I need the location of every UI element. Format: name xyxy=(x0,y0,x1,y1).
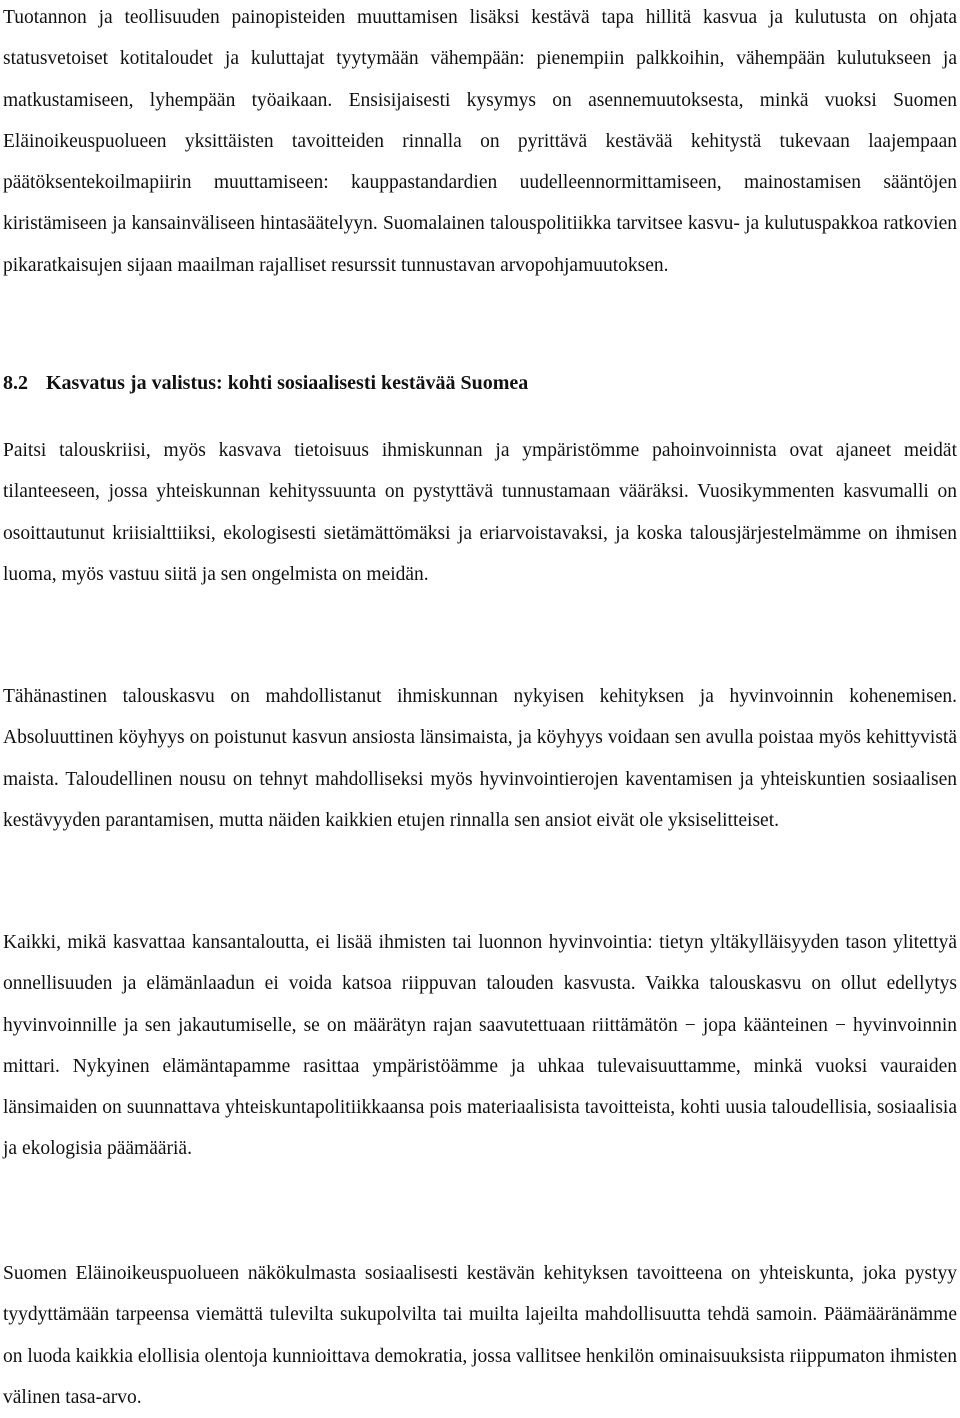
paragraph-2: Paitsi talouskriisi, myös kasvava tietoisuus ihmiskunnan ja ympäristömme pahoinvoinnista ovat ajaneet meidät tilanteeseen, jossa yhteiskunnan kehityssuunta on pystyttävä tunnustamaan vääräksi. Vuosikymmenten kasvumalli on osoittautunut kriisialttiiksi, ekologisesti sietämättömäksi ja eriarvoistavaksi, ja koska talousjärjestelmämme on ihmisen luoma, myös vastuu siitä ja sen ongelmista on meidän. xyxy=(3,440,957,585)
paragraph-1: Tuotannon ja teollisuuden painopisteiden muuttamisen lisäksi kestävä tapa hillitä kasvua ja kulutusta on ohjata statusvetoiset kotitaloudet ja kuluttajat tyytymään vähempään: pienempiin palkkoihin, vähempään kulutukseen ja matkustamiseen, lyhempään työaikaan. Ensisijaisesti kysymys on asennemuutoksesta, minkä vuoksi Suomen Eläinoikeuspuolueen yksittäisten tavoitteiden rinnalla on pyrittävä kestävää kehitystä tukevaan laajempaan päätöksentekoilmapiirin muuttamiseen: kauppastandardien uudelleennormittamiseen, mainostamisen sääntöjen kiristämiseen ja kansainväliseen hintasäätelyyn. Suomalainen talouspolitiikka tarvitsee kasvu- ja kulutuspakkoa ratkovien pikaratkaisujen sijaan maailman rajalliset resurssit tunnustavan arvopohjamuutoksen. xyxy=(3,7,957,276)
section-title: Kasvatus ja valistus: kohti sosiaalisesti kestävää Suomea xyxy=(46,372,529,394)
paragraph-3: Tähänastinen talouskasvu on mahdollistanut ihmiskunnan nykyisen kehityksen ja hyvinvoinnin kohenemisen. Absoluuttinen köyhyys on poistunut kasvun ansiosta länsimaista, ja köyhyys voidaan sen avulla poistaa myös kehittyvistä maista. Taloudellinen nousu on tehnyt mahdolliseksi myös hyvinvointierojen kaventamisen ja yhteiskuntien sosiaalisen kestävyyden parantamisen, mutta näiden kaikkien etujen rinnalla sen ansiot eivät ole yksiselitteiset. xyxy=(3,686,957,831)
section-number: 8.2 xyxy=(3,372,28,394)
section-heading xyxy=(3,363,957,403)
paragraph-4: Kaikki, mikä kasvattaa kansantaloutta, ei lisää ihmisten tai luonnon hyvinvointia: tietyn yltäkylläisyyden tason ylitettyä onnellisuuden ja elämänlaadun ei voida katsoa riippuvan talouden kasvusta. Vaikka talouskasvu on ollut edellytys hyvinvoinnille ja sen jakautumiselle, se on määrätyn rajan saavutettuaan riittämätön − jopa käänteinen − hyvinvoinnin mittari. Nykyinen elämäntapamme rasittaa ympäristöämme ja uhkaa tulevaisuuttamme, minkä vuoksi vauraiden länsimaiden on suunnattava yhteiskuntapolitiikkaansa pois materiaalisista tavoitteista, kohti uusia taloudellisia, sosiaalisia ja ekologisia päämääriä. xyxy=(3,932,957,1160)
paragraph-5: Suomen Eläinoikeuspuolueen näkökulmasta sosiaalisesti kestävän kehityksen tavoitteena on yhteiskunta, joka pystyy tyydyttämään tarpeensa viemättä tulevilta sukupolvilta tai muilta lajeilta mahdollisuutta tehdä samoin. Päämääränämme on luoda kaikkia elollisia olentoja kunnioittava demokratia, jossa vallitsee henkilön ominaisuuksista riippumaton ihmisten välinen tasa-arvo. xyxy=(3,1263,957,1408)
